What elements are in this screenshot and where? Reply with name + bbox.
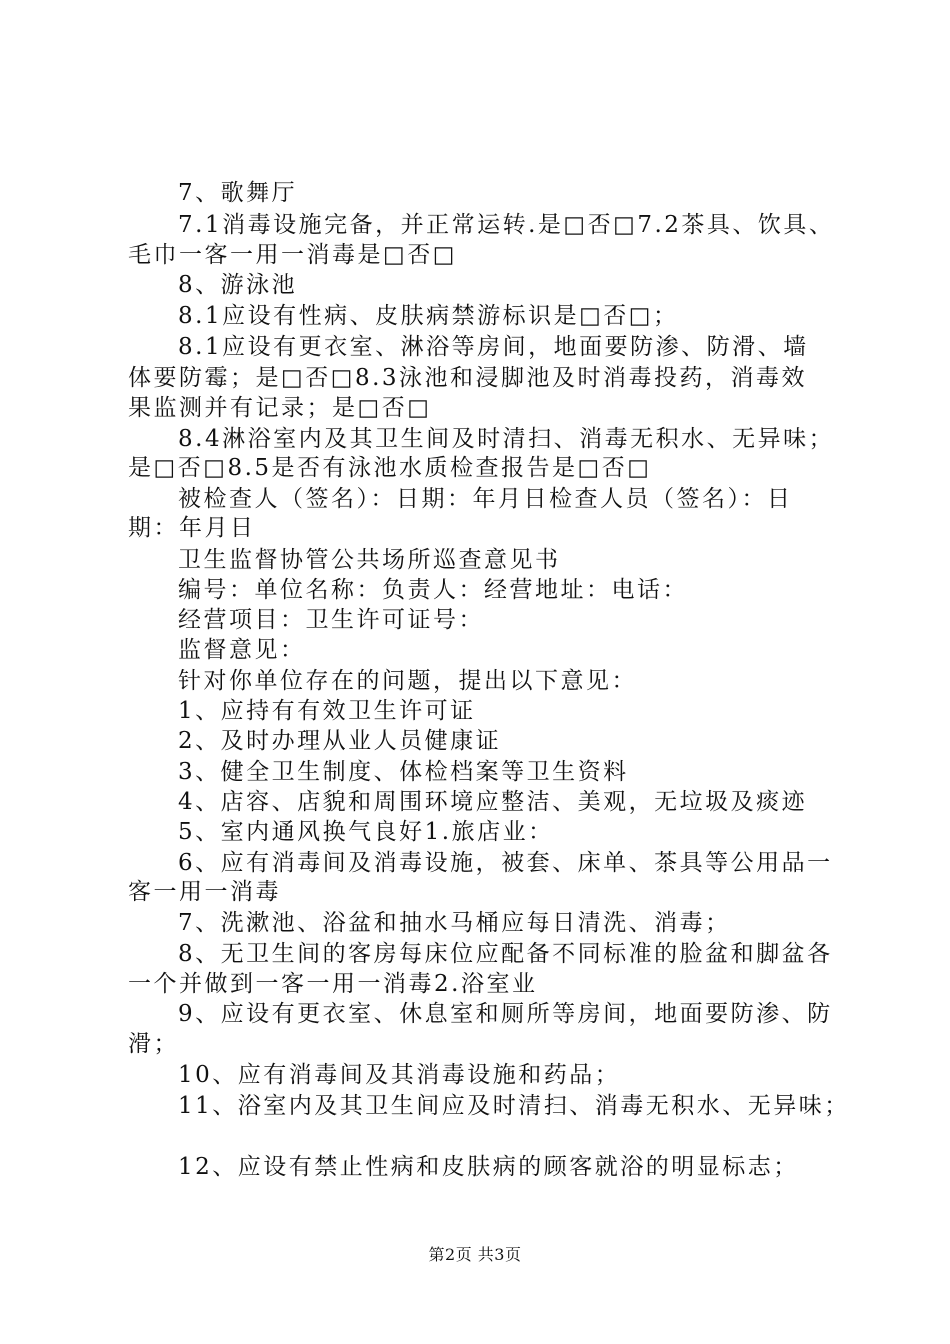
text-line: 9、应设有更衣室、休息室和厕所等房间，地面要防渗、防	[178, 1001, 833, 1027]
text-line: 8.1应设有更衣室、淋浴等房间，地面要防渗、防滑、墙	[178, 334, 809, 360]
text-line: 卫生监督协管公共场所巡查意见书	[178, 547, 561, 573]
text-line: 一个并做到一客一用一消毒2.浴室业	[128, 971, 538, 997]
text-line: 毛巾一客一用一消毒是□否□	[128, 242, 457, 268]
text-line: 果监测并有记录；是□否□	[128, 395, 432, 421]
text-line: 是□否□8.5是否有泳池水质检查报告是□否□	[128, 455, 652, 481]
text-line: 7.1消毒设施完备，并正常运转.是□否□7.2茶具、饮具、	[178, 212, 835, 238]
text-line: 12、应设有禁止性病和皮肤病的顾客就浴的明显标志；	[178, 1154, 799, 1180]
text-line: 监督意见：	[178, 637, 306, 663]
text-line: 滑；	[128, 1031, 179, 1057]
text-line: 11、浴室内及其卫生间应及时清扫、消毒无积水、无异味；	[178, 1093, 850, 1119]
text-line: 经营项目：卫生许可证号：	[178, 607, 484, 633]
text-line: 2、及时办理从业人员健康证	[178, 728, 502, 754]
text-line: 1、应持有有效卫生许可证	[178, 698, 476, 724]
text-line: 被检查人（签名）：日期：年月日检查人员（签名）：日	[178, 486, 793, 512]
text-line: 6、应有消毒间及消毒设施，被套、床单、茶具等公用品一	[178, 850, 833, 876]
text-line: 客一用一消毒	[128, 879, 281, 905]
text-line: 8.1应设有性病、皮肤病禁游标识是□否□；	[178, 303, 679, 329]
text-line: 8.4淋浴室内及其卫生间及时清扫、消毒无积水、无异味；	[178, 426, 835, 452]
text-line: 期：年月日	[128, 515, 256, 541]
text-line: 8、游泳池	[178, 272, 298, 298]
text-line: 编号：单位名称：负责人：经营地址：电话：	[178, 577, 688, 603]
text-line: 5、室内通风换气良好1.旅店业：	[178, 819, 554, 845]
text-line: 体要防霉；是□否□8.3泳池和浸脚池及时消毒投药，消毒效	[128, 365, 808, 391]
page-footer: 第2页 共3页	[428, 1245, 522, 1264]
text-line: 8、无卫生间的客房每床位应配备不同标准的脸盆和脚盆各	[178, 941, 833, 967]
text-line: 3、健全卫生制度、体检档案等卫生资料	[178, 759, 629, 785]
text-line: 7、洗漱池、浴盆和抽水马桶应每日清洗、消毒；	[178, 910, 731, 936]
text-line: 4、店容、店貌和周围环境应整洁、美观，无垃圾及痰迹	[178, 789, 808, 815]
text-line: 针对你单位存在的问题，提出以下意见：	[178, 668, 637, 694]
text-line: 10、应有消毒间及其消毒设施和药品；	[178, 1062, 621, 1088]
text-line: 7、歌舞厅	[178, 180, 298, 206]
